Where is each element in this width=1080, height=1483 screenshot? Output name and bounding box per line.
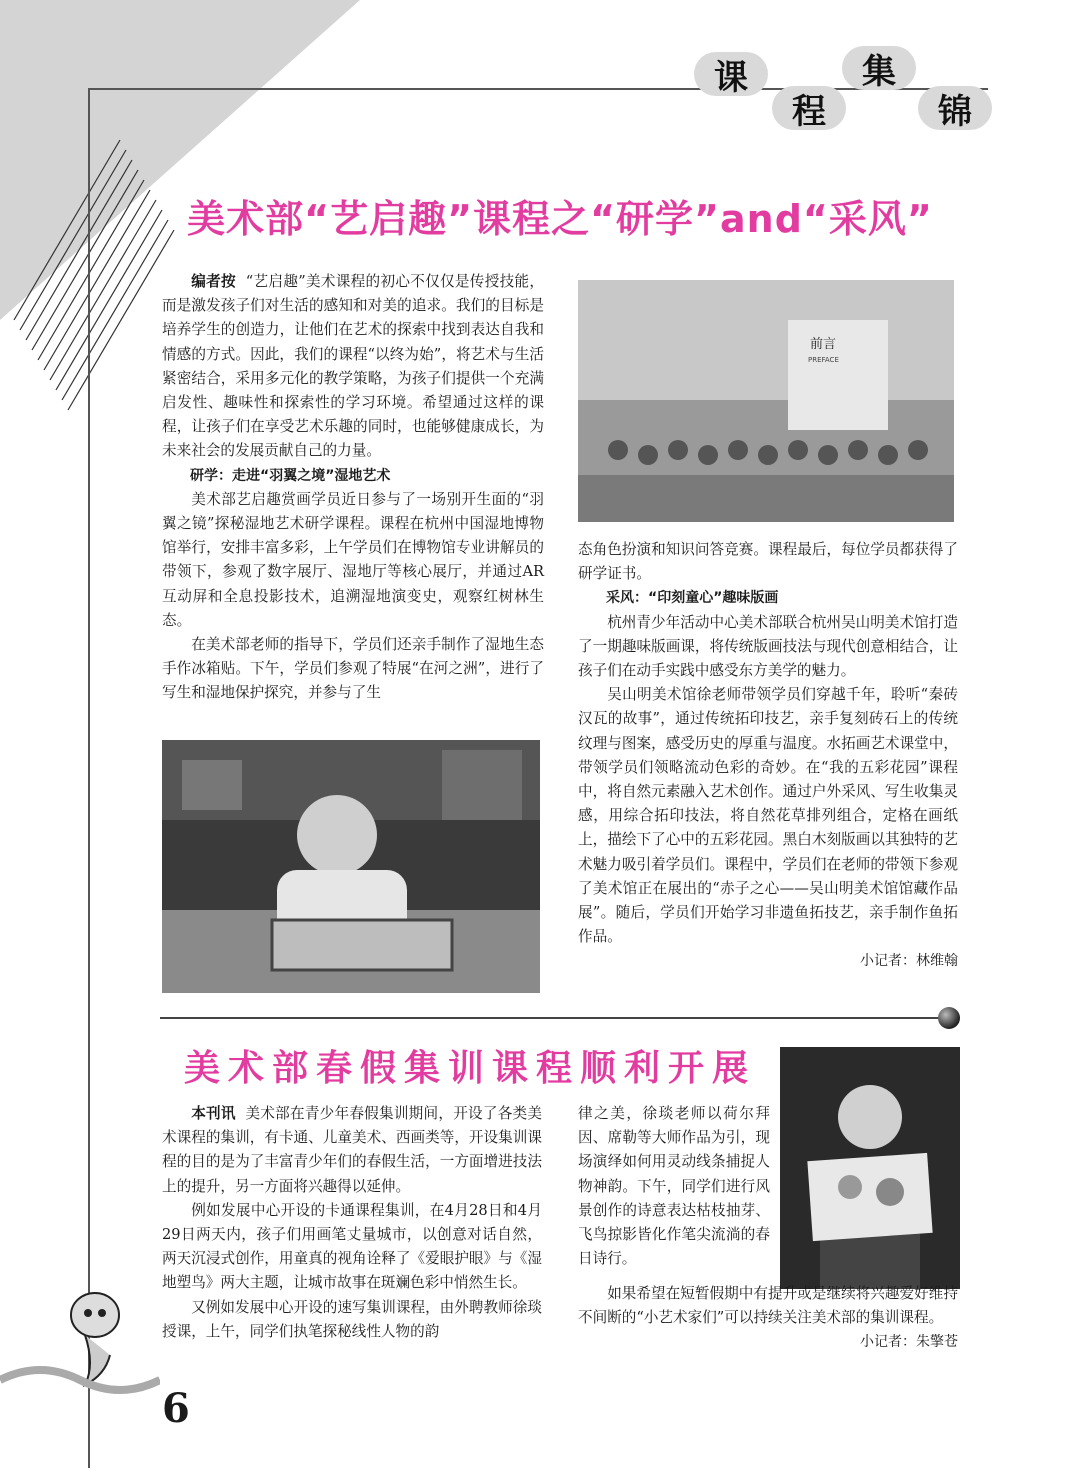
section1-paragraph-1: 美术部艺启趣赏画学员近日参与了一场别开生面的“羽翼之镜”探秘湿地艺术研学课程。课程在杭州中国湿地博物馆举行，安排丰富多彩，上午学员们在博物馆专业讲解员的带领下，参观了数字展厅、湿地厅等核心展厅，并通过AR互动屏和全息投影技术，追溯湿地演变史，观察红树林生态。: [162, 490, 544, 629]
article2-paragraph-3: 又例如发展中心开设的速写集训课程，由外聘教师徐琰授课，上午，同学们执笔探秘线性人物的韵: [162, 1298, 542, 1340]
article2-paragraph-1: [162, 1102, 542, 1199]
article2-right-bottom: [578, 1282, 958, 1355]
article2-paragraph-4: 律之美，徐琰老师以荷尔拜因、席勒等大师作品为引，现场演绎如何用灵动线条捕捉人物神韵。下午，同学们进行风景创作的诗意表达枯枝抽芽、飞鸟掠影皆化作笔尖流淌的春日诗行。: [578, 1105, 770, 1268]
article2-middle-column: [578, 1102, 770, 1271]
article2-byline: 小记者：朱擎苍: [860, 1334, 958, 1351]
section2-title: 采风：“印刻童心”趣味版画: [606, 590, 779, 607]
article2-lead: 本刊讯: [191, 1105, 236, 1122]
editor-text: “艺启趣”美术课程的初心不仅仅是传授技能，而是激发孩子们对生活的感知和对美的追求。我们的目标是培养学生的创造力，让他们在艺术的探索中找到表达自我和情感的方式。因此，我们的课程“以终为始”，将艺术与生活紧密结合，采用多元化的教学策略，为孩子们提供一个充满启发性、趣味性和探索性的学习环境。希望通过这样的课程，让孩子们在享受艺术乐趣的同时，也能够健康成长，为未来社会的发展贡献自己的力量。: [162, 273, 544, 460]
article1-right-column: [578, 538, 958, 974]
article2-left-column: [162, 1102, 542, 1344]
article2-paragraph-5: 如果希望在短暂假期中有提升或是继续将兴趣爱好维持不间断的“小艺术家们”可以持续关注美术部的集训课程。: [578, 1285, 958, 1327]
wave-decoration: [0, 1360, 160, 1400]
article2-p1-text: 美术部在青少年春假集训期间，开设了各类美术课程的集训，有卡通、儿童美术、西画类等，开设集训课程的目的是为了丰富青少年们的春假生活，一方面增进技法上的提升，另一方面将兴趣得以延伸。: [162, 1105, 542, 1195]
article2-paragraph-2: 例如发展中心开设的卡通课程集训，在4月28日和4月29日两天内，孩子们用画笔丈量城市，以创意对话自然，两天沉浸式创作，用童真的视角诠释了《爱眼护眼》与《湿地塑鸟》两大主题，让城市故事在斑斓色彩中悄然生长。: [162, 1201, 542, 1292]
photo-group-museum: [578, 280, 954, 522]
article2-title: 美术部春假集训课程顺利开展: [183, 1048, 756, 1089]
frame-top-line: [88, 88, 988, 90]
section1-paragraph-3: 态角色扮演和知识问答竞赛。课程最后，每位学员都获得了研学证书。: [578, 541, 958, 583]
editor-note: [162, 270, 544, 464]
article1-left-column: [162, 270, 544, 706]
header-badge-3: 集: [842, 46, 916, 90]
museum-sign-en: PREFACE: [808, 356, 839, 364]
frame-left-line: [88, 88, 90, 1468]
page-number: 6: [162, 1385, 190, 1432]
header-badge-1: 课: [694, 52, 768, 96]
section2-paragraph-2: 吴山明美术馆徐老师带领学员们穿越千年，聆听“秦砖汉瓦的故事”，通过传统拓印技艺，亲手复刻砖石上的传统纹理与图案，感受历史的厚重与温度。水拓画艺术课堂中，带领学员们领略流动色彩的奇妙。在“我的五彩花园”课程中，将自然元素融入艺术创作。通过户外采风、写生收集灵感，用综合拓印技法，将自然花草排列组合，定格在画纸上，描绘下了心中的五彩花园。黑白木刻版画以其独特的艺术魅力吸引着学员们。课程中，学员们在老师的带领下参观了美术馆正在展出的“赤子之心——吴山明美术馆馆藏作品展”。随后，学员们开始学习非遗鱼拓技艺，亲手制作鱼拓作品。: [578, 686, 958, 946]
article1-byline: 小记者：林维翰: [860, 953, 958, 970]
section1-title: 研学：走进“羽翼之境”湿地艺术: [190, 467, 391, 484]
museum-sign-text: 前言: [810, 337, 837, 352]
editor-lead: 编者按: [191, 273, 236, 290]
section2-paragraph-1: 杭州青少年活动中心美术部联合杭州吴山明美术馆打造了一期趣味版画课，将传统版画技法与现代创意相结合，让孩子们在动手实践中感受东方美学的魅力。: [578, 613, 958, 680]
article1-title: 美术部“艺启趣”课程之“研学”and“采风”: [187, 197, 933, 241]
photo-boy-drawing: [780, 1047, 960, 1289]
divider-dot: [938, 1007, 960, 1029]
section-divider: [160, 1017, 942, 1019]
photo-child-craft: [162, 740, 540, 993]
header-badge-2: 程: [772, 86, 846, 130]
section1-paragraph-2: 在美术部老师的指导下，学员们还亲手制作了湿地生态手作冰箱贴。下午，学员们参观了特展“在河之洲”，进行了写生和湿地保护探究，并参与了生: [162, 636, 544, 702]
header-badge-4: 锦: [918, 86, 992, 130]
